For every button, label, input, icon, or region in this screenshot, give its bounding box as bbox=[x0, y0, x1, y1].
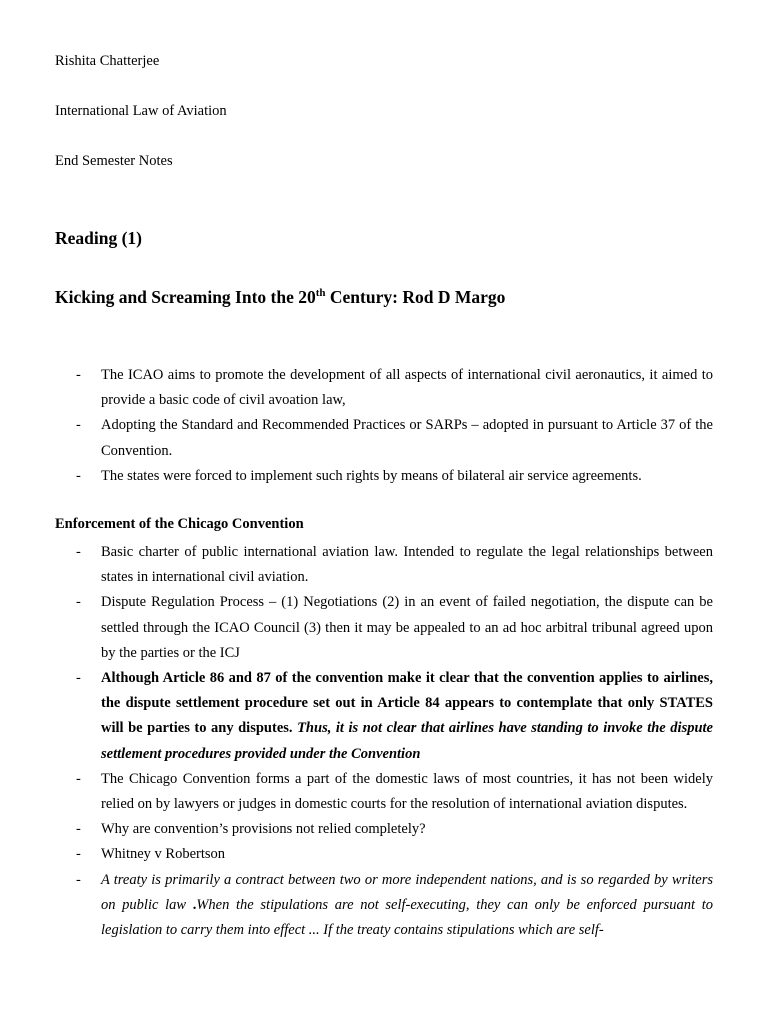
list-item bbox=[0, 842, 713, 867]
list-item-text: Dispute Regulation Process – (1) Negotiations (2) in an event of failed negotiation, the dispute can be settled through the ICAO Council (3) then it may be appealed to an ad hoc arbitral tribunal agreed upon by the parties or the ICJ bbox=[101, 594, 713, 661]
list-item bbox=[0, 666, 713, 767]
document-type: End Semester Notes bbox=[55, 153, 173, 169]
bullet-dash: - bbox=[76, 670, 81, 687]
quote-punctuation: . bbox=[186, 896, 197, 913]
bullet-dash: - bbox=[76, 544, 81, 560]
article-title-superscript: th bbox=[315, 287, 326, 299]
list-item-text: The Chicago Convention forms a part of the domestic laws of most countries, it has not been widely relied on by lawyers or judges in domestic courts for the resolution of international aviation disputes. bbox=[101, 770, 713, 813]
bullet-dash: - bbox=[76, 467, 81, 484]
bullet-dash: - bbox=[76, 821, 81, 838]
list-item bbox=[0, 817, 713, 842]
author-name: Rishita Chatterjee bbox=[55, 53, 160, 69]
reading-notes-list bbox=[0, 363, 713, 489]
article-title-rest: Century: Rod D Margo bbox=[325, 287, 506, 307]
list-item-text: Whitney v Robertson bbox=[101, 846, 226, 863]
reading-heading: Reading (1) bbox=[55, 228, 143, 248]
bullet-dash: - bbox=[76, 417, 81, 434]
list-item bbox=[0, 767, 713, 817]
list-item-bold-text: Although Article 86 and 87 of the convention make it clear that the convention applies to airlines, the dispute settlement procedure set out in Article 84 appears to contemplate that only STATES will be parties to any disputes. bbox=[101, 670, 713, 737]
bullet-dash: - bbox=[76, 367, 81, 383]
list-item bbox=[0, 540, 713, 590]
bullet-dash: - bbox=[76, 871, 81, 888]
quote-text-continued: When the stipulations are not self-executing, they can only be enforced pursuant to legislation to carry them into effect ... If the treaty contains stipulations which are self- bbox=[101, 896, 713, 939]
article-title-main: Kicking and Screaming Into the 20 bbox=[55, 287, 316, 307]
list-item-bold-italic-text: Thus, it is not clear that airlines have standing to invoke the dispute settlement procedures provided under the Convention bbox=[101, 720, 713, 762]
enforcement-notes-list bbox=[0, 540, 713, 943]
list-item bbox=[0, 464, 713, 489]
list-item bbox=[0, 590, 713, 666]
list-item bbox=[0, 413, 713, 463]
section-heading: Enforcement of the Chicago Convention bbox=[55, 516, 304, 532]
list-item-text: Adopting the Standard and Recommended Practices or SARPs – adopted in pursuant to Article 37 of the Convention. bbox=[101, 417, 713, 459]
article-title bbox=[55, 287, 505, 308]
bullet-dash: - bbox=[76, 594, 81, 611]
list-item-text: Why are convention’s provisions not relied completely? bbox=[101, 821, 426, 838]
course-title: International Law of Aviation bbox=[55, 103, 227, 119]
quote-text: A treaty is primarily a contract between two or more independent nations, and is so regarded by writers on public law bbox=[101, 871, 713, 913]
list-item-text: Basic charter of public international aviation law. Intended to regulate the legal relationships between states in international civil aviation. bbox=[101, 544, 713, 586]
list-item bbox=[0, 868, 713, 944]
list-item-text: The states were forced to implement such rights by means of bilateral air service agreements. bbox=[101, 467, 642, 484]
bullet-dash: - bbox=[76, 770, 81, 787]
bullet-dash: - bbox=[76, 846, 81, 863]
list-item bbox=[0, 363, 713, 413]
list-item-text: The ICAO aims to promote the development of all aspects of international civil aeronautics, it aimed to provide a basic code of civil avoation law, bbox=[101, 367, 713, 409]
